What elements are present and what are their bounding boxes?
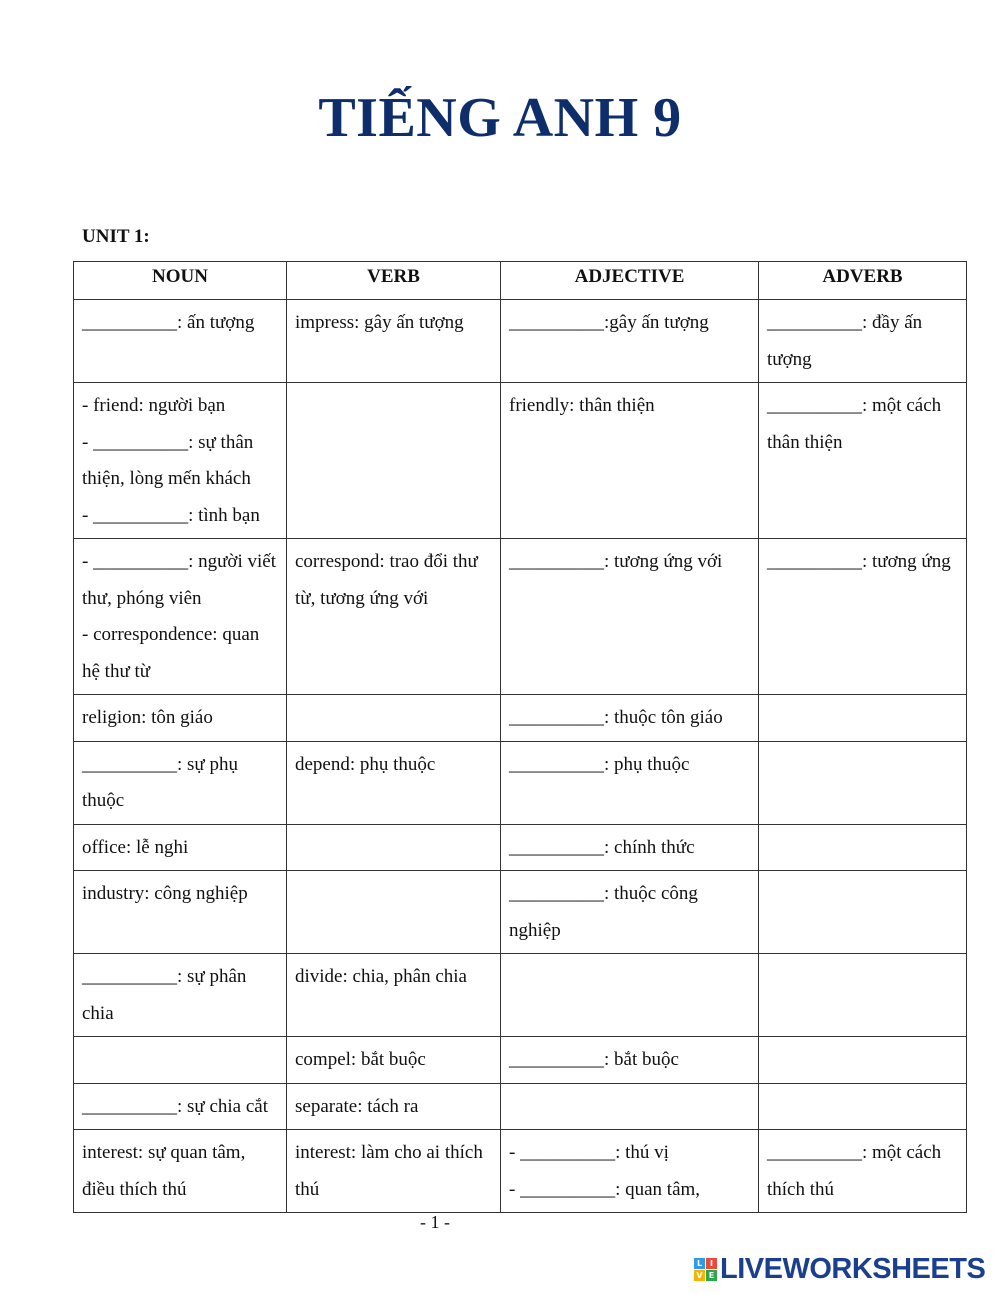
cell-verb	[287, 741, 501, 824]
cell-adjective	[501, 741, 759, 824]
cell-verb	[287, 871, 501, 954]
cell-noun	[74, 539, 287, 695]
cell-text: interest: làm cho ai thích thú	[295, 1142, 483, 1200]
logo-blocks-icon	[694, 1258, 717, 1281]
cell-text: - __________: người viết thư, phóng viên	[82, 551, 276, 609]
cell-verb	[287, 1083, 501, 1130]
table-row	[74, 300, 967, 383]
cell-text: office: lễ nghi	[82, 836, 189, 858]
cell-adverb	[759, 300, 967, 383]
page-title: TIẾNG ANH 9	[318, 87, 682, 149]
cell-text: __________: chính thức	[509, 836, 695, 858]
cell-text: - __________: thú vị	[509, 1142, 669, 1163]
cell-verb	[287, 695, 501, 742]
cell-adjective	[501, 695, 759, 742]
cell-adjective	[501, 1083, 759, 1130]
table-row	[74, 871, 967, 954]
header-verb: VERB	[287, 262, 501, 300]
cell-text: - correspondence: quan hệ thư từ	[82, 624, 260, 682]
logo-block: E	[706, 1270, 717, 1281]
cell-adjective	[501, 1037, 759, 1084]
cell-text: - friend: người bạn	[82, 395, 226, 416]
logo-block: V	[694, 1270, 705, 1281]
cell-adverb	[759, 871, 967, 954]
cell-adjective	[501, 954, 759, 1037]
cell-text: separate: tách ra	[295, 1095, 419, 1117]
cell-text: __________: ấn tượng	[82, 312, 255, 333]
table-row	[74, 741, 967, 824]
cell-adjective	[501, 300, 759, 383]
cell-adjective	[501, 871, 759, 954]
cell-adverb	[759, 695, 967, 742]
cell-verb	[287, 300, 501, 383]
cell-text: - __________: sự thân thiện, lòng mến khách	[82, 431, 254, 489]
cell-text: friendly: thân thiện	[509, 395, 655, 416]
page-number: - 1 -	[420, 1212, 450, 1232]
cell-text: __________: một cách thích thú	[767, 1142, 942, 1200]
cell-noun	[74, 300, 287, 383]
cell-adverb	[759, 1083, 967, 1130]
cell-verb	[287, 539, 501, 695]
cell-adverb	[759, 1037, 967, 1084]
table-row	[74, 695, 967, 742]
cell-adverb	[759, 383, 967, 539]
cell-noun	[74, 1083, 287, 1130]
cell-text: interest: sự quan tâm, điều thích thú	[82, 1142, 246, 1200]
cell-text: __________: sự phân chia	[82, 966, 247, 1024]
cell-text: __________: đầy ấn tượng	[767, 312, 923, 370]
cell-text: __________: sự chia cắt	[82, 1095, 269, 1117]
table-row	[74, 1130, 967, 1213]
cell-text: divide: chia, phân chia	[295, 966, 467, 987]
cell-text: - __________: quan tâm,	[509, 1178, 701, 1200]
table-row	[74, 539, 967, 695]
table-row	[74, 383, 967, 539]
cell-text: __________:gây ấn tượng	[509, 312, 709, 333]
cell-text: __________: một cách thân thiện	[767, 395, 942, 453]
cell-text: compel: bắt buộc	[295, 1049, 426, 1070]
cell-text: __________: thuộc công nghiệp	[509, 883, 698, 941]
cell-verb	[287, 1130, 501, 1213]
cell-adjective	[501, 1130, 759, 1213]
header-noun: NOUN	[74, 262, 287, 300]
cell-text: correspond: trao đổi thư từ, tương ứng với	[295, 551, 478, 609]
unit-heading: UNIT 1:	[82, 226, 150, 247]
cell-text: impress: gây ấn tượng	[295, 312, 464, 333]
cell-noun	[74, 1037, 287, 1084]
table-row	[74, 1037, 967, 1084]
cell-adverb	[759, 1130, 967, 1213]
cell-text: __________: thuộc tôn giáo	[509, 707, 723, 728]
cell-adverb	[759, 954, 967, 1037]
cell-text: industry: công nghiệp	[82, 883, 248, 904]
table-row	[74, 824, 967, 871]
cell-adverb	[759, 824, 967, 871]
cell-noun	[74, 741, 287, 824]
cell-adverb	[759, 741, 967, 824]
word-form-table	[73, 261, 967, 1213]
cell-noun	[74, 1130, 287, 1213]
logo-block: L	[694, 1258, 705, 1269]
cell-noun	[74, 871, 287, 954]
cell-text: __________: phụ thuộc	[509, 753, 690, 775]
table-row	[74, 954, 967, 1037]
cell-noun	[74, 954, 287, 1037]
cell-text: - __________: tình bạn	[82, 504, 260, 526]
header-adverb: ADVERB	[759, 262, 967, 300]
table-header-row	[74, 262, 967, 300]
cell-noun	[74, 383, 287, 539]
table-body	[74, 300, 967, 1213]
cell-noun	[74, 824, 287, 871]
cell-adjective	[501, 539, 759, 695]
cell-noun	[74, 695, 287, 742]
cell-verb	[287, 824, 501, 871]
cell-adjective	[501, 383, 759, 539]
table-row	[74, 1083, 967, 1130]
liveworksheets-logo	[694, 1252, 985, 1286]
brand-name: LIVEWORKSHEETS	[720, 1252, 986, 1285]
cell-verb	[287, 1037, 501, 1084]
logo-block: I	[706, 1258, 717, 1269]
cell-text: religion: tôn giáo	[82, 707, 213, 728]
cell-text: __________: bắt buộc	[509, 1049, 679, 1070]
cell-adjective	[501, 824, 759, 871]
cell-text: depend: phụ thuộc	[295, 753, 436, 775]
cell-text: __________: sự phụ thuộc	[82, 753, 238, 811]
cell-adverb	[759, 539, 967, 695]
cell-text: __________: tương ứng với	[509, 551, 723, 572]
cell-verb	[287, 954, 501, 1037]
header-adjective: ADJECTIVE	[501, 262, 759, 300]
cell-verb	[287, 383, 501, 539]
cell-text: __________: tương ứng	[767, 551, 951, 572]
